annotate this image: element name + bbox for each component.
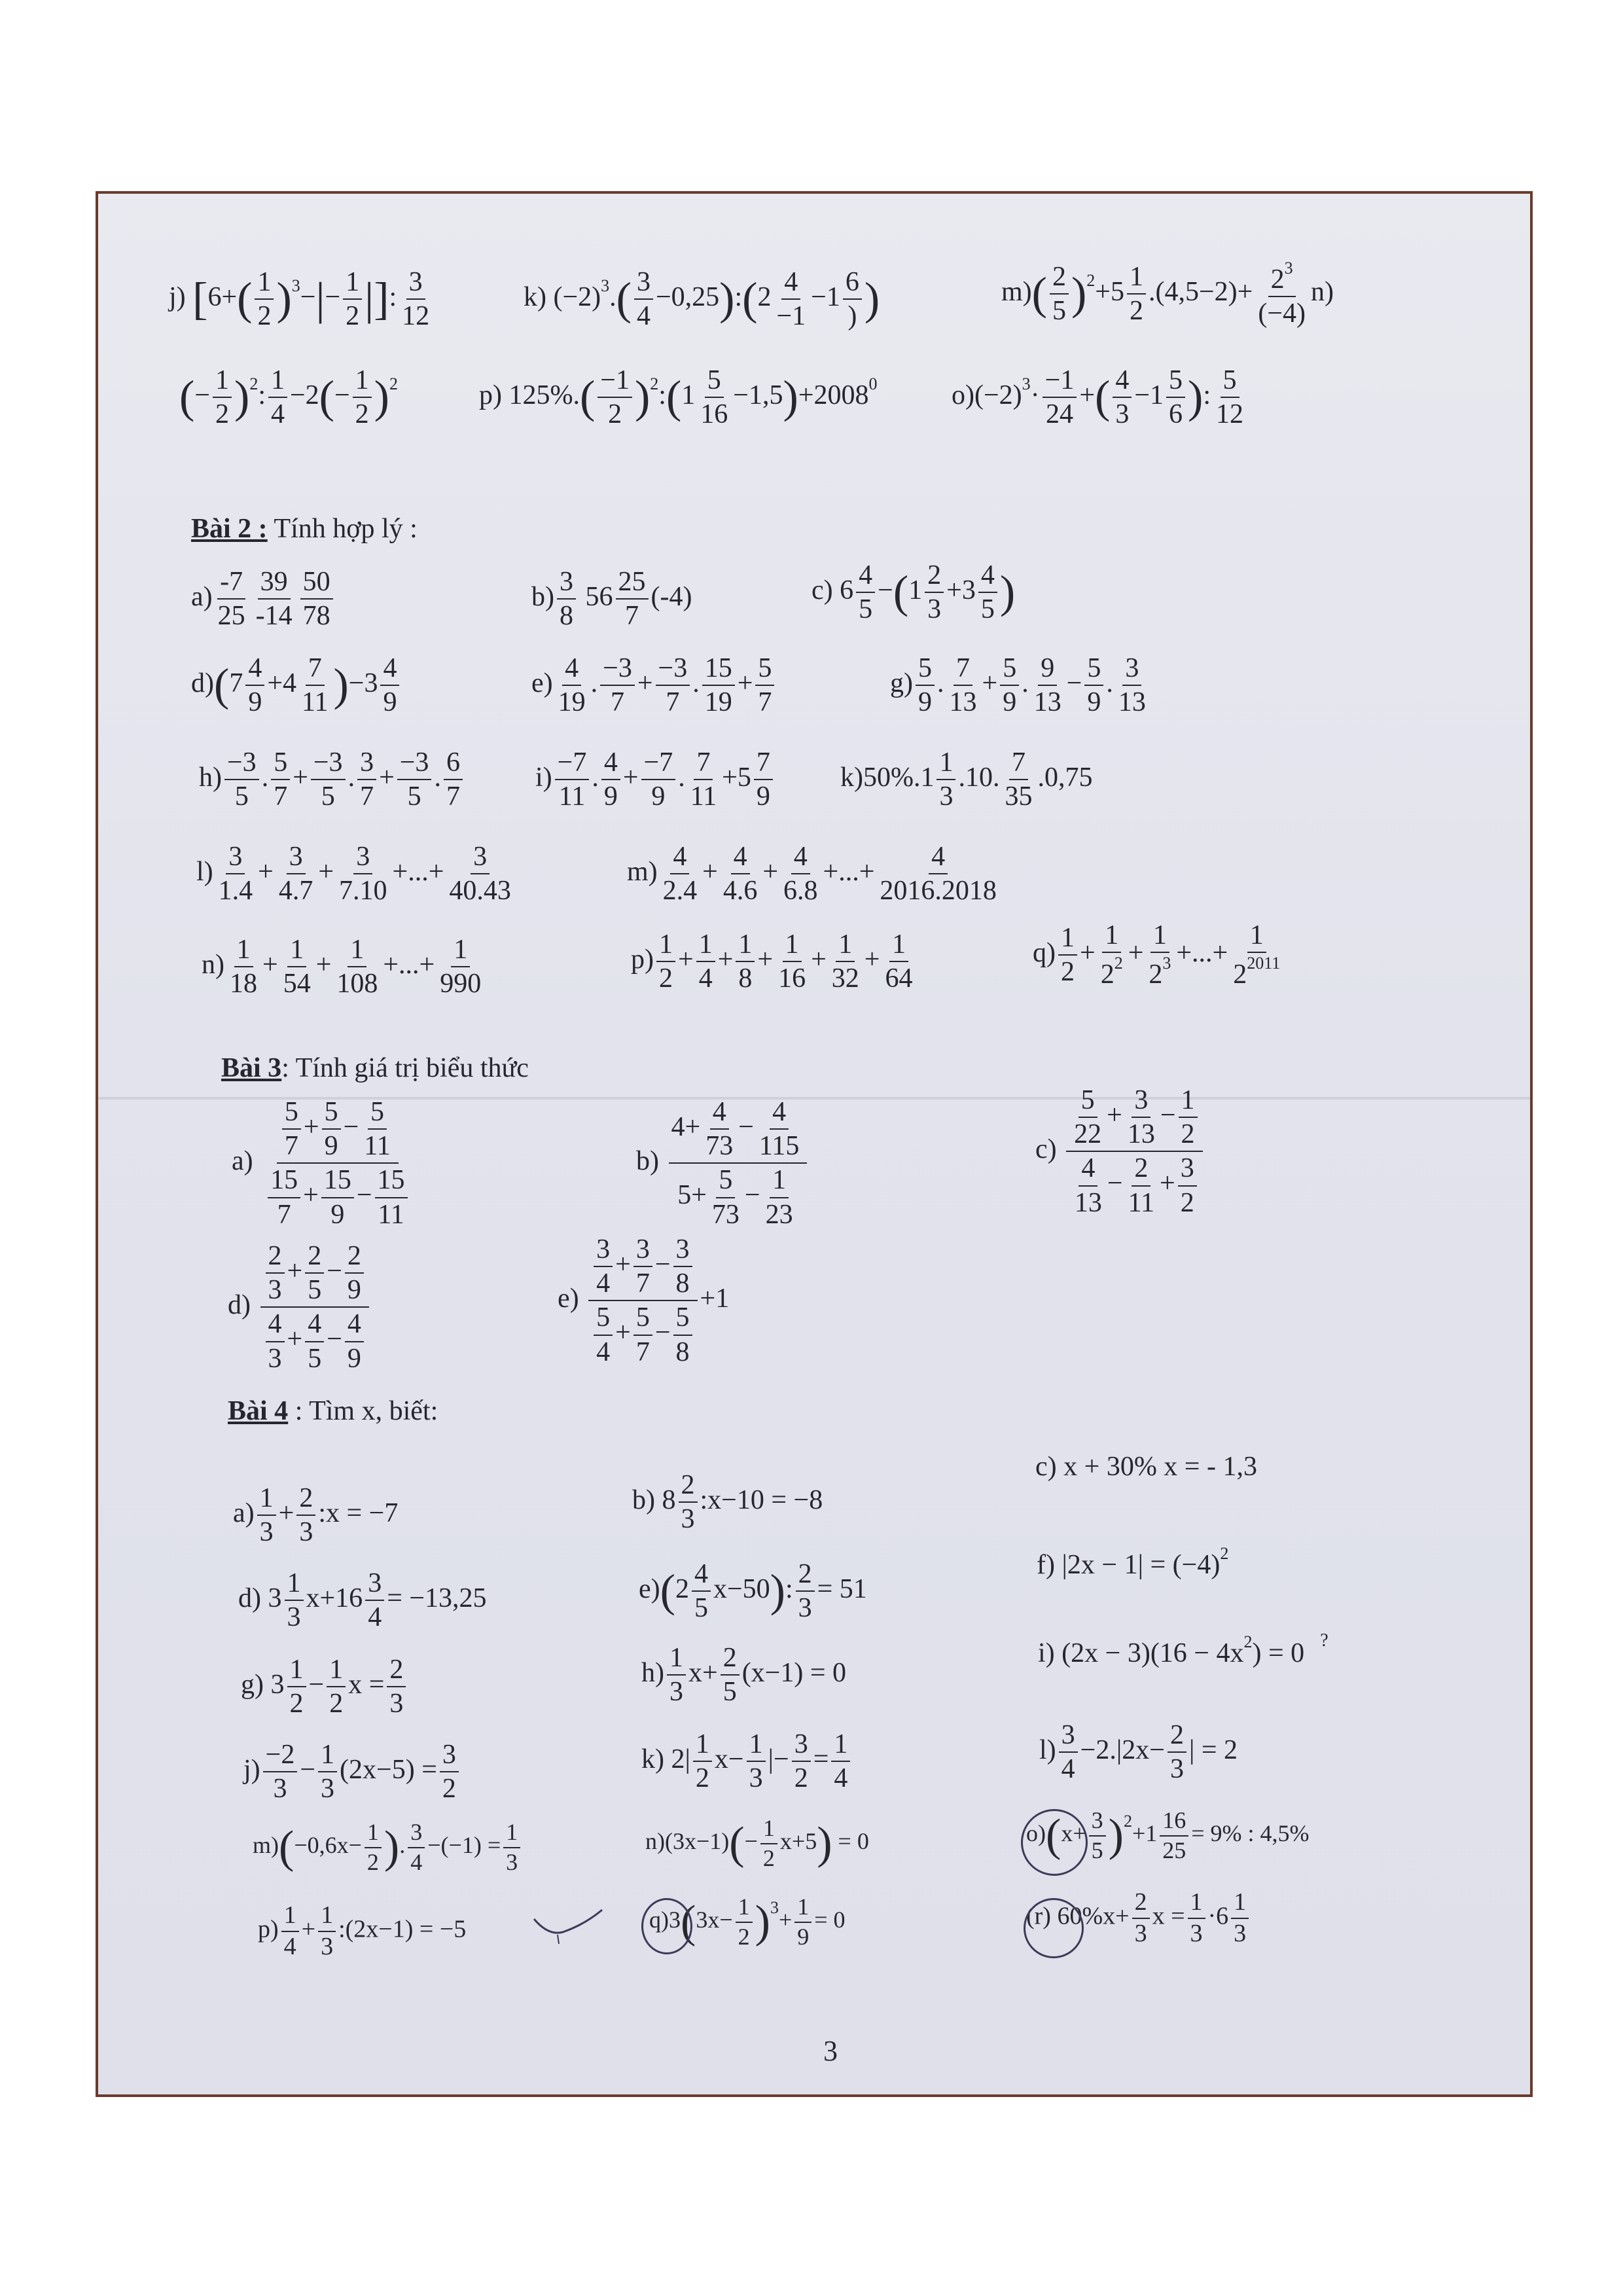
bai1-item-n: (− $\frac{1}{2}$ )$^2$: $\frac{1}{4}$ −2(− $\frac{1}{2}$ )$^2$ xyxy=(179,365,398,430)
bai1-item-p: p) 125%.( $\frac{-1}{2}$ )$^2$:(1 $\frac{5}{16}$ $-1,5)+2008^0$ xyxy=(479,365,878,430)
pen-circle-mark xyxy=(1021,1809,1088,1876)
bai4-item-l: l) $\frac{3}{4}$ −2.|2x− $\frac{2}{3}$ | = 2 xyxy=(1039,1720,1238,1785)
bai1-item-k: k) $(-2)^3$.( $\frac{3}{4}$ −0,25):(2 $\frac{4}{-1}$ −1 $\frac{6}{)}$ ) xyxy=(524,267,880,332)
bai4-item-b: b) 8 $\frac{2}{3}$ :x−10 = −8 xyxy=(632,1470,823,1535)
bai2-item-g: g) $\frac{5}{9}$ . $\frac{7}{13}$ + $\frac{5}{9}$ . $\frac{9}{13}$ − $\frac{5}{9}$ . $\frac{3}{13}$ xyxy=(890,653,1146,718)
bai3-heading: Bài 3: Tính giá trị biểu thức xyxy=(221,1053,529,1083)
bai2-item-d: d)(7 $\frac{4}{9}$ +4 $\frac{7}{11}$ )−3 $\frac{4}{9}$ xyxy=(191,653,402,717)
bai4-item-k: k) 2| $\frac{1}{2}$ x− $\frac{1}{3}$ |− $\frac{3}{2}$ = $\frac{1}{4}$ xyxy=(641,1729,853,1793)
bai2-item-m: m) $\frac{4}{2.4}$ + $\frac{4}{4.6}$ + $\frac{4}{6.8}$ +...+ $\frac{4}{2016.2018}$ xyxy=(627,842,997,906)
bai4-item-p: p) $\frac{1}{4}$ + $\frac{1}{3}$ :(2x−1) = −5 xyxy=(258,1901,467,1960)
bai2-item-p: p) $\frac{1}{2}$ + $\frac{1}{4}$ + $\frac{1}{8}$ + $\frac{1}{16}$ + $\frac{1}{32}$ + $\frac{1}{64}$ xyxy=(631,929,913,994)
bai3-item-a: a) $\frac{5}{7}$ + $\frac{5}{9}$ − $\frac{5}{11}$ $\frac{15}{7}$ + $\frac{15}{9}$ − $\frac{15}{11}$ xyxy=(232,1097,416,1230)
bai2-item-h: h) $\frac{-3}{5}$ . $\frac{5}{7}$ + $\frac{-3}{5}$ . $\frac{3}{7}$ + $\frac{-3}{5}$ . $\frac{6}{7}$ xyxy=(199,747,465,812)
bai4-item-i: i) $(2x - 3)(16 - 4x^2) = 0$ ? xyxy=(1038,1630,1329,1668)
worksheet-page xyxy=(98,194,1530,2094)
bai4-item-c: c) x + 30% x = - 1,3 xyxy=(1035,1452,1257,1482)
bai4-item-q: q)3(3x− $\frac{1}{2}$ )$^3$+ $\frac{1}{9}$ = 0 xyxy=(649,1893,846,1950)
bai3-item-c: c) $\frac{5}{22}$ + $\frac{3}{13}$ − $\frac{1}{2}$ $\frac{4}{13}$ − $\frac{2}{11}$ + $\frac{3}{2}$ xyxy=(1035,1085,1205,1218)
bai2-item-q: q) $\frac{1}{2}$ + $\frac{1}{2^2}$ + $\frac{1}{2^3}$ +...+ $\frac{1}{2^{2011}}$ xyxy=(1033,920,1281,990)
bai2-heading: Bài 2 : Tính hợp lý : xyxy=(191,514,418,544)
bai2-item-c: c) 6 $\frac{4}{5}$ −(1 $\frac{2}{3}$ +3 $\frac{4}{5}$ ) xyxy=(812,560,1016,625)
bai2-item-b: b) $\frac{3}{8}$ 56 $\frac{25}{7}$ (-4) xyxy=(531,567,692,632)
bai1-item-o: $o)(-2)^3\cdot$ $\frac{-1}{24}$ +( $\frac{4}{3}$ −1 $\frac{5}{6}$ ): $\frac{5}{12}$ xyxy=(952,365,1244,430)
bai4-item-o: o)(x+ $\frac{3}{5}$ )$^2$+1 $\frac{16}{25}$ = 9% : 4,5% xyxy=(1026,1807,1310,1863)
bai3-item-d: d) $\frac{2}{3}$ + $\frac{2}{5}$ − $\frac{2}{9}$ $\frac{4}{3}$ + $\frac{4}{5}$ − $\frac{4}{9}$ xyxy=(228,1241,372,1374)
bai2-item-n: n) $\frac{1}{18}$ + $\frac{1}{54}$ + $\frac{1}{108}$ +...+ $\frac{1}{990}$ xyxy=(202,935,482,999)
bai4-item-f: f) $|2x - 1| = (-4)^2$ xyxy=(1037,1544,1229,1580)
pen-check-mark xyxy=(529,1906,607,1945)
bai4-item-a: a) $\frac{1}{3}$ + $\frac{2}{3}$ :x = −7 xyxy=(233,1483,399,1548)
bai1-item-j: j) [6+( $\frac{1}{2}$ )$^3$−|− $\frac{1}{2}$ |]: $\frac{3}{12}$ xyxy=(169,267,430,332)
bai4-item-h: h) $\frac{1}{3}$ x+ $\frac{2}{5}$ (x−1) = 0 xyxy=(641,1643,847,1708)
bai1-item-m: m)( $\frac{2}{5}$ )$^2$+5 $\frac{1}{2}$ .(4,5−2)+ $\frac{2^3}{(-4)}$ n) xyxy=(1001,259,1334,329)
bai4-item-g: g) 3 $\frac{1}{2}$ − $\frac{1}{2}$ x = $\frac{2}{3}$ xyxy=(241,1655,408,1719)
page-number: 3 xyxy=(823,2035,838,2067)
pen-circle-mark xyxy=(1024,1898,1084,1958)
bai4-item-d: d) 3 $\frac{1}{3}$ x+16 $\frac{3}{4}$ = −13,25 xyxy=(238,1568,487,1633)
bai3-item-e: e) $\frac{3}{4}$ + $\frac{3}{7}$ − $\frac{3}{8}$ $\frac{5}{4}$ + $\frac{5}{7}$ − $\frac{5}{8}$ +1 xyxy=(558,1234,730,1367)
bai4-item-e: e)(2 $\frac{4}{5}$ x−50): $\frac{2}{3}$ = 51 xyxy=(639,1559,867,1624)
bai4-heading: Bài 4 : Tìm x, biết: xyxy=(228,1396,438,1426)
pen-circle-mark xyxy=(641,1898,692,1954)
bai4-item-n: n)(3x−1)(− $\frac{1}{2}$ x+5) = 0 xyxy=(645,1815,869,1871)
bai3-item-b: b) 4+ $\frac{4}{73}$ − $\frac{4}{115}$ 5+ $\frac{5}{73}$ − $\frac{1}{23}$ xyxy=(636,1097,810,1230)
bai2-item-k: k)50%.1 $\frac{1}{3}$ .10. $\frac{7}{35}$ .0,75 xyxy=(840,747,1093,812)
bai4-item-j: j) $\frac{-2}{3}$ − $\frac{1}{3}$ (2x−5) = $\frac{3}{2}$ xyxy=(243,1740,461,1804)
bai4-item-r: (r) 60%x+ $\frac{2}{3}$ x = $\frac{1}{3}$ ·6 $\frac{1}{3}$ xyxy=(1026,1889,1251,1948)
bai2-item-i: i) $\frac{-7}{11}$ . $\frac{4}{9}$ + $\frac{-7}{9}$ . $\frac{7}{11}$ +5 $\frac{7}{9}$ xyxy=(535,747,776,812)
bai2-item-l: l) $\frac{3}{1.4}$ + $\frac{3}{4.7}$ + $\frac{3}{7.10}$ +...+ $\frac{3}{40.43}$ xyxy=(196,842,511,906)
bai2-item-a: a) $\frac{-7}{25}$ $\frac{39}{-14}$ $\frac{50}{78}$ xyxy=(191,567,336,631)
bai2-item-e: e) $\frac{4}{19}$ . $\frac{-3}{7}$ + $\frac{-3}{7}$ . $\frac{15}{19}$ + $\frac{5}{7}$ xyxy=(531,653,777,717)
bai4-item-m: m)(−0,6x− $\frac{1}{2}$ ). $\frac{3}{4}$ −(−1) = $\frac{1}{3}$ xyxy=(253,1820,523,1875)
